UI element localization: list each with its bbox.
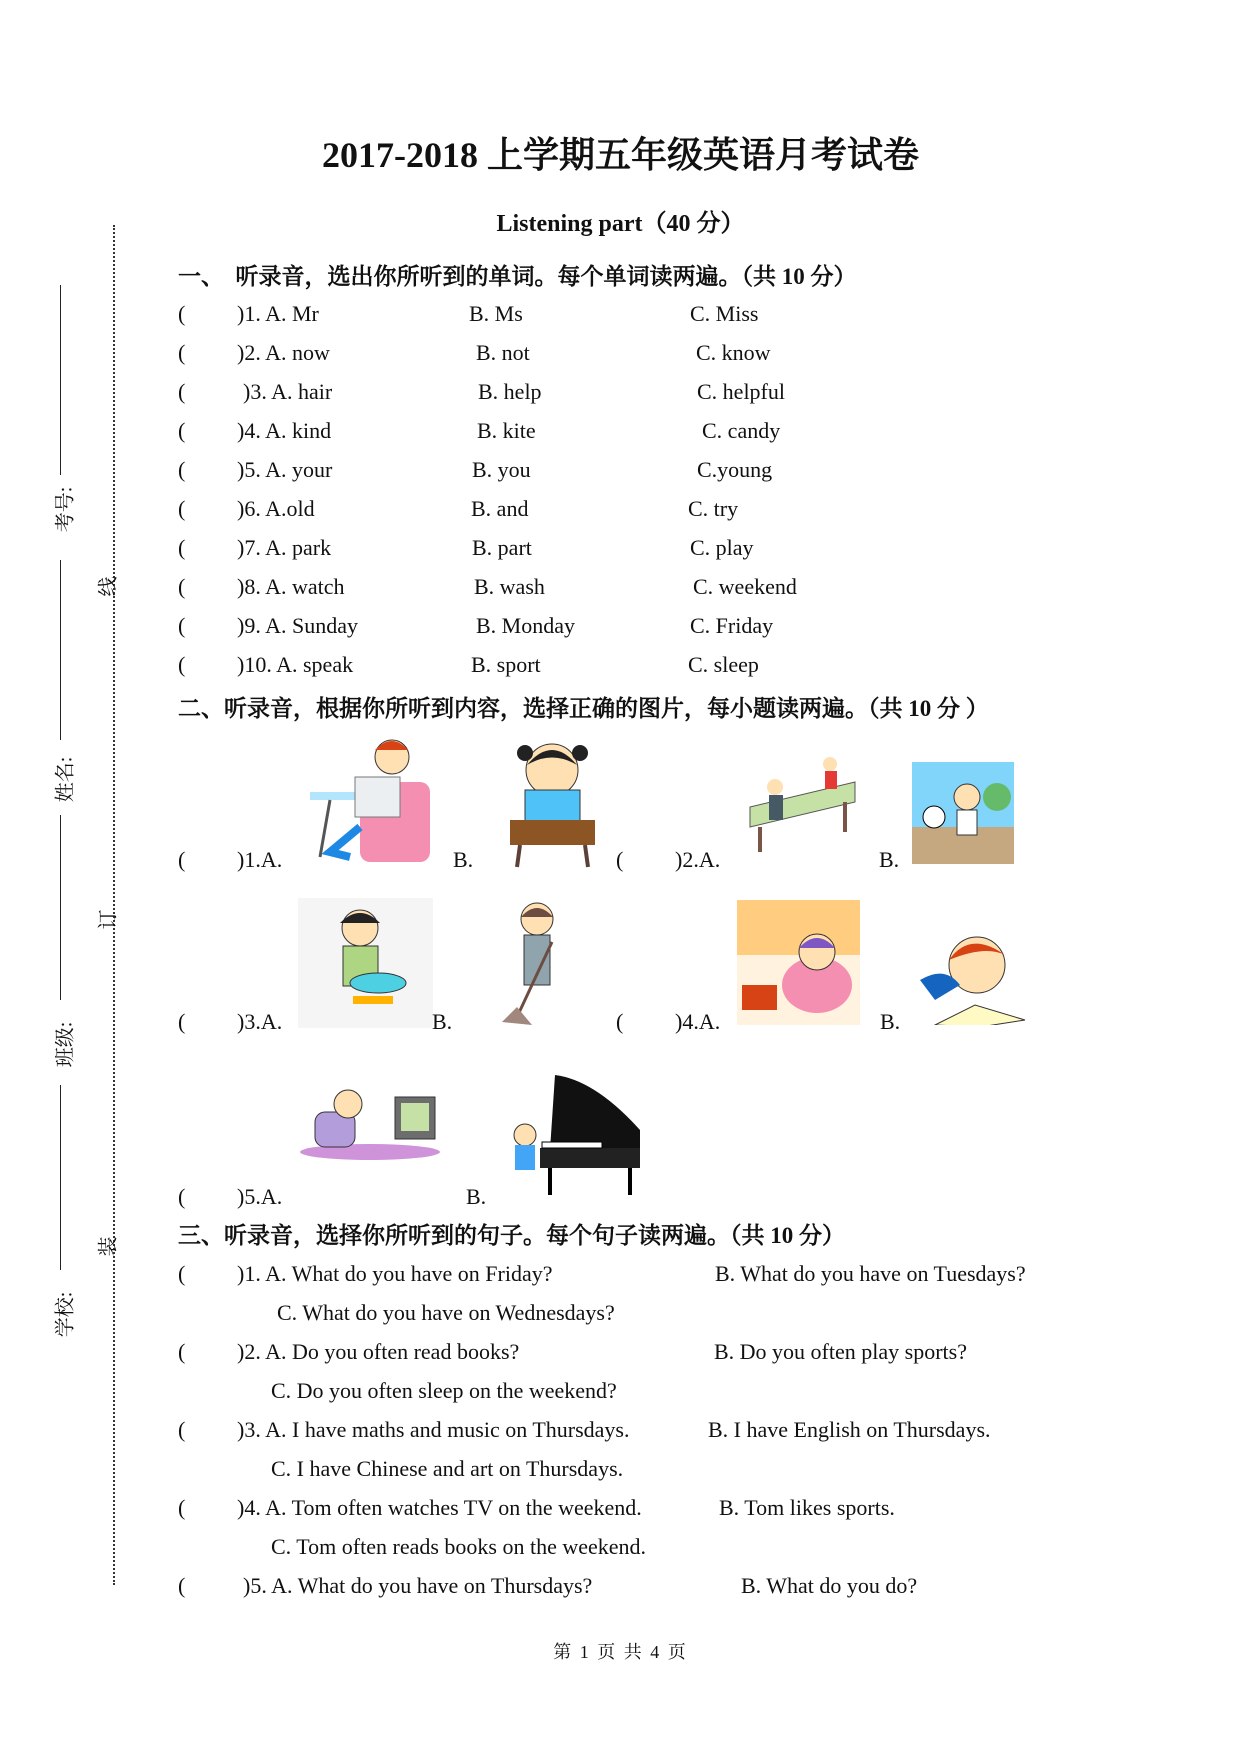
s3-q4-b: B. Tom likes sports.	[719, 1495, 895, 1520]
answer-paren[interactable]: (	[178, 1573, 186, 1598]
s3-q1-b: B. What do you have on Tuesdays?	[715, 1261, 1026, 1286]
s3-q2-b: B. Do you often play sports?	[714, 1339, 967, 1364]
s3-q3-a: )3. A. I have maths and music on Thursdays.	[237, 1417, 630, 1442]
s3-q1-c: C. What do you have on Wednesdays?	[277, 1300, 615, 1325]
exam-number-blank	[60, 285, 61, 475]
class-label: 班级:	[54, 1021, 77, 1068]
s1-q9-b: B. Monday	[476, 613, 575, 638]
s1-q4-b: B. kite	[477, 418, 536, 443]
answer-paren[interactable]: (	[178, 574, 186, 599]
answer-paren[interactable]: (	[178, 613, 186, 638]
s2-q4-b: B.	[880, 1009, 901, 1034]
school-blank	[60, 1085, 61, 1270]
s1-q10-a: )10. A. speak	[237, 652, 354, 677]
answer-paren[interactable]: (	[178, 1009, 186, 1034]
answer-paren[interactable]: (	[178, 1184, 186, 1209]
s3-q3-c: C. I have Chinese and art on Thursdays.	[271, 1456, 624, 1481]
binding-dotted-line	[113, 225, 115, 1585]
answer-paren[interactable]: (	[178, 418, 186, 443]
s2-q1-a: )1.A.	[237, 847, 283, 872]
s1-q3-c: C. helpful	[697, 379, 785, 404]
s1-q1-c: C. Miss	[690, 301, 759, 326]
s2-q3-a: )3.A.	[237, 1009, 283, 1034]
s3-q5-a: )5. A. What do you have on Thursdays?	[243, 1573, 593, 1598]
s2-q1-b: B.	[453, 847, 474, 872]
s1-q9-a: )9. A. Sunday	[237, 613, 358, 638]
table-tennis-picture	[745, 752, 860, 857]
s1-q2-b: B. not	[476, 340, 530, 365]
s1-q6-b: B. and	[471, 496, 529, 521]
playing-football-picture	[912, 762, 1014, 864]
name-label: 姓名:	[54, 756, 77, 803]
s1-q6-c: C. try	[688, 496, 739, 521]
s3-q2-a: )2. A. Do you often read books?	[237, 1339, 520, 1364]
s1-q10-b: B. sport	[471, 652, 541, 677]
girl-reading-book-picture	[505, 735, 600, 870]
watching-tv-picture	[300, 1082, 445, 1162]
answer-paren[interactable]: (	[178, 1261, 186, 1286]
reading-book-child-picture	[915, 925, 1027, 1025]
answer-paren[interactable]: (	[178, 1417, 186, 1442]
s1-q2-a: )2. A. now	[237, 340, 330, 365]
s1-q2-c: C. know	[696, 340, 771, 365]
s3-q4-a: )4. A. Tom often watches TV on the weekend.	[237, 1495, 642, 1520]
reading-newspaper-picture	[300, 732, 440, 867]
s1-q10-c: C. sleep	[688, 652, 759, 677]
s3-q1-a: )1. A. What do you have on Friday?	[237, 1261, 553, 1286]
binding-mark-line: 线	[97, 576, 120, 597]
s1-q9-c: C. Friday	[690, 613, 774, 638]
exam-number-label: 考号:	[54, 486, 77, 533]
s1-q8-b: B. wash	[474, 574, 545, 599]
s2-q3-b: B.	[432, 1009, 453, 1034]
answer-paren[interactable]: (	[616, 1009, 624, 1034]
s1-q8-c: C. weekend	[693, 574, 797, 599]
answer-paren[interactable]: (	[178, 457, 186, 482]
s2-q4-a: )4.A.	[675, 1009, 721, 1034]
s1-q3-a: )3. A. hair	[243, 379, 333, 404]
s1-q6-a: )6. A.old	[237, 496, 315, 521]
s1-q7-c: C. play	[690, 535, 754, 560]
s1-q1-b: B. Ms	[469, 301, 523, 326]
answer-paren[interactable]: (	[178, 535, 186, 560]
s2-q5-b: B.	[466, 1184, 487, 1209]
answer-paren[interactable]: (	[616, 847, 624, 872]
exam-subtitle: Listening part（40 分）	[496, 211, 745, 237]
s1-q7-b: B. part	[472, 535, 532, 560]
s3-q3-b: B. I have English on Thursdays.	[708, 1417, 991, 1442]
answer-paren[interactable]: (	[178, 340, 186, 365]
answer-paren[interactable]: (	[178, 379, 186, 404]
s1-q5-b: B. you	[472, 457, 531, 482]
s1-q7-a: )7. A. park	[237, 535, 332, 560]
washing-clothes-picture	[298, 898, 433, 1028]
binding-mark-order: 订	[97, 909, 120, 930]
s2-q2-a: )2.A.	[675, 847, 721, 872]
s1-q3-b: B. help	[478, 379, 542, 404]
s1-q8-a: )8. A. watch	[237, 574, 345, 599]
answer-paren[interactable]: (	[178, 301, 186, 326]
s1-q5-c: C.young	[697, 457, 773, 482]
s2-q5-a: )5.A.	[237, 1184, 283, 1209]
class-blank	[60, 815, 61, 1000]
answer-paren[interactable]: (	[178, 1339, 186, 1364]
listening-music-picture	[737, 900, 860, 1025]
school-label: 学校:	[54, 1291, 77, 1338]
section1-heading: 一、 听录音，选出你所听到的单词。每个单词读两遍。（共 10 分）	[178, 264, 857, 289]
s1-q4-a: )4. A. kind	[237, 418, 332, 443]
name-blank	[60, 560, 61, 740]
answer-paren[interactable]: (	[178, 652, 186, 677]
s1-q5-a: )5. A. your	[237, 457, 333, 482]
answer-paren[interactable]: (	[178, 496, 186, 521]
s1-q4-c: C. candy	[702, 418, 781, 443]
s3-q5-b: B. What do you do?	[741, 1573, 918, 1598]
playing-piano-picture	[500, 1070, 645, 1200]
s3-q4-c: C. Tom often reads books on the weekend.	[271, 1534, 647, 1559]
s3-q2-c: C. Do you often sleep on the weekend?	[271, 1378, 617, 1403]
s2-q2-b: B.	[879, 847, 900, 872]
section3-heading: 三、听录音，选择你所听到的句子。每个句子读两遍。（共 10 分）	[178, 1223, 845, 1248]
sweeping-floor-picture	[497, 897, 572, 1032]
section2-heading: 二、听录音，根据你所听到内容，选择正确的图片，每小题读两遍。（共 10 分 ）	[178, 696, 989, 721]
answer-paren[interactable]: (	[178, 1495, 186, 1520]
exam-title: 2017-2018 上学期五年级英语月考试卷	[322, 135, 919, 175]
s1-q1-a: )1. A. Mr	[237, 301, 319, 326]
page-number: 第 1 页 共 4 页	[553, 1642, 688, 1662]
answer-paren[interactable]: (	[178, 847, 186, 872]
binding-mark-bind: 装	[97, 1236, 120, 1257]
